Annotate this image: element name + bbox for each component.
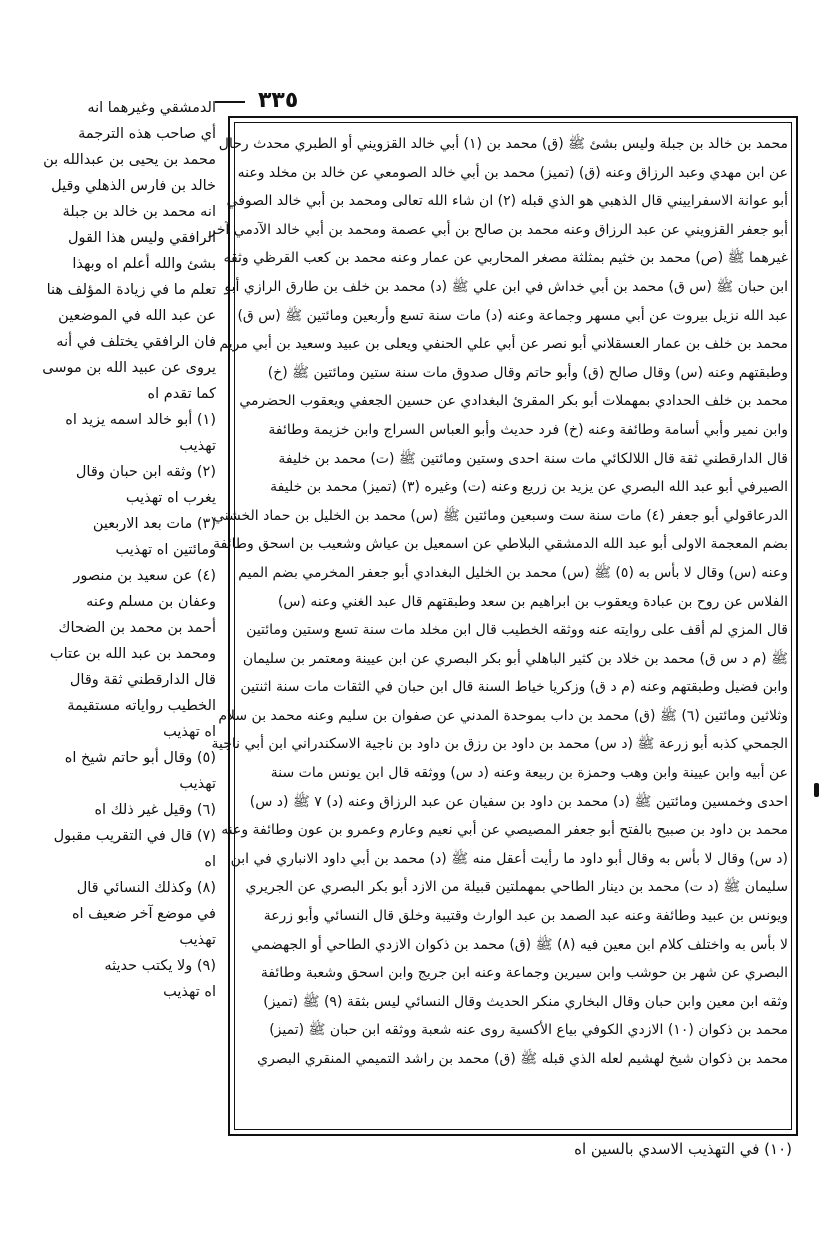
main-text-line: وثلاثين ومائتين (٦) ﷺ (ق) محمد بن داب بموحدة المدني عن صفوان بن سليم وعنه محمد بن سلام [218,707,788,724]
main-text-line: ويونس بن عبيد وطائفة وعنه عبد الصمد بن عبد الوارث وقتيبة وخلق قال النسائي وأبو زرعة [263,908,788,925]
margin-note-line: اه [204,854,216,870]
margin-note-line: تعلم ما في زيادة المؤلف هنا [46,282,216,298]
main-text-line: لا بأس به واختلف كلام ابن معين فيه (٨) ﷺ (ق) محمد بن ذكوان الازدي الطاحي أو الجهضمي [251,936,788,953]
margin-note-line: يغرب اه تهذيب [125,490,216,506]
main-text-line: وابن فضيل وطبقتهم وعنه (م د ق) وزكريا خياط السنة قال ابن حبان في الثقات مات سنة اثنتين [240,679,788,696]
main-text-line: عن ابن مهدي وعبد الرزاق وعنه (ق) (تميز) محمد بن أبي خالد الصومعي عن خالد بن مخلد وعنه [237,164,788,181]
main-text-line: الفلاس عن روح بن عبادة ويعقوب بن ابراهيم بن سعد وطبقتهم قال عبد الغني وعنه (س) [277,593,788,610]
main-text-line: عبد الله نزيل بيروت عن أبي مسهر وجماعة وعنه (د) مات سنة تسع وأربعين ومائتين ﷺ (س ق) [237,307,788,324]
margin-note-line: ومائتين اه تهذيب [115,542,216,558]
main-text-line: محمد بن خالد بن جبلة وليس بشئ ﷺ (ق) محمد بن (١) أبي خالد القزويني أو الطبري محدث رحال [218,136,788,152]
main-text-line: محمد بن ذكوان (١٠) الازدي الكوفي بياع الأكسية روى عنه شعبة ووثقه ابن حبان ﷺ (تميز) [269,1022,788,1039]
footnote: (١٠) في التهذيب الاسدي بالسين اه [574,1140,792,1158]
margin-ink-mark [814,783,819,797]
margin-note-line: الدمشقي وغيرهما انه [87,100,216,116]
margin-note-line: أحمد بن محمد بن الضحاك [58,620,216,636]
margin-note-line: يروى عن عبيد الله بن موسى [42,360,216,376]
main-text-line: الدرعاقولي أبو جعفر (٤) مات سنة ست وسبعين ومائتين ﷺ (س) محمد بن الخليل بن حماد الخشني [213,507,788,524]
main-text-line: قال المزي لم أقف على روايته عنه ووثقه الخطيب قال ابن مخلد مات سنة تسع وستين ومائتين [246,622,788,639]
main-text-line: البصري عن شهر بن حوشب وابن سيرين وجماعة وعنه ابن جريج وابن اسحق وشعبة وطائفة [260,965,788,982]
main-text-line: محمد بن خلف الحدادي بمهملات أبو بكر المقرئ البغدادي عن حسين الجعفي ويعقوب الحضرمي [239,393,788,410]
margin-note-line: وعفان بن مسلم وعنه [86,594,216,610]
margin-note-line: اه تهذيب [163,724,216,740]
main-text-line: وابن نمير وأبي أسامة وطائفة وعنه (خ) فرد حديث وأبو العباس السراج وابن خزيمة وطائفة [268,421,788,438]
main-text-line: الجمحي كذبه أبو زرعة ﷺ (د س) محمد بن داود بن رزق بن داود بن ناجية الاسكندراني ابن أبي ناجية [211,736,788,753]
main-text-line: وطبقتهم وعنه (س) وقال صالح (ق) وأبو حاتم وقال صدوق مات سنة ستين ومائتين ﷺ (خ) [267,364,788,381]
margin-note-line: عن عبد الله في الموضعين [58,308,216,324]
main-text-line: ابن حبان ﷺ (س ق) محمد بن أبي خداش في ابن علي ﷺ (د) محمد بن خلف بن طارق الرازي أبو [224,278,788,295]
main-text-line: غيرهما ﷺ (ص) محمد بن خثيم بمثلثة مصغر المحاربي عن عمار وعنه محمد بن كعب القرظي وثقه [223,250,788,267]
margin-note-line: اه تهذيب [163,984,216,1000]
margin-note-line: كما تقدم اه [147,386,216,402]
margin-notes [42,95,216,1005]
main-text-line: سليمان ﷺ (د ت) محمد بن دينار الطاحي بمهملتين قبيلة من الازد أبو بكر البصري عن الجريري [245,879,788,896]
margin-note-line: (٤) عن سعيد بن منصور [73,568,216,584]
margin-note-line: تهذيب [179,438,216,454]
margin-note-line: أي صاحب هذه الترجمة [78,126,216,142]
margin-note-line: (٢) وثقه ابن حبان وقال [75,464,216,480]
main-text-line: محمد بن ذكوان شيخ لهشيم لعله الذي قبله ﷺ (ق) محمد بن راشد التميمي المنقري البصري [257,1051,788,1067]
margin-note-line: الخطيب رواياته مستقيمة [67,698,216,714]
main-text-line: أبو عوانة الاسفراييني قال الذهبي هو الذي قبله (٢) ان شاء الله تعالى ومحمد بن أبي خالد الصوفي [226,193,788,210]
margin-note-line: تهذيب [179,776,216,792]
page-number: ٣٣٥ [258,88,299,113]
main-text-line: محمد بن خلف بن عمار العسقلاني أبو نصر عن أبي علي الحنفي ويعلى بن عبيد وسعيد بن أبي مريم [219,336,788,353]
main-text-line: احدى وخمسين ومائتين ﷺ (د) محمد بن داود بن سفيان عن عبد الرزاق وعنه (د) ٧ ﷺ (د س) [249,793,788,810]
main-text-line: أبو جعفر القزويني عن عبد الرزاق وعنه محمد بن صالح بن أبي عصمة ومحمد بن أبي خالد الآدمي آخر [209,221,788,238]
margin-note-line: (٨) وكذلك النسائي قال [76,880,216,896]
margin-note-line: انه محمد بن خالد بن جبلة [62,204,216,220]
margin-note-line: قال الدارقطني ثقة وقال [69,672,216,688]
margin-note-line: تهذيب [179,932,216,948]
margin-note-line: فان الرافقي يختلف في أنه [56,334,216,350]
margin-note-line: في موضع آخر ضعيف اه [71,906,216,922]
main-text-line: بضم المعجمة الاولى أبو عبد الله الدمشقي البلاطي عن اسمعيل بن عياش وشعيب بن اسحق وطائفة [213,536,788,553]
margin-note-line: (٦) وقيل غير ذلك اه [94,802,216,818]
main-text-block [209,130,788,1074]
margin-note-line: الرافقي وليس هذا القول [67,230,216,246]
main-text-line: قال الدارقطني ثقة قال اللالكائي مات سنة احدى وستين ومائتين ﷺ (ت) محمد بن خليفة [278,450,788,467]
margin-note-line: بشئ والله أعلم اه وبهذا [72,256,216,272]
margin-note-line: محمد بن يحيى بن عبدالله بن [43,152,216,168]
main-text-line: وعنه (س) وقال لا بأس به (٥) ﷺ (س) محمد بن الخليل البغدادي أبو جعفر المخرمي بضم الميم [238,564,788,581]
main-text-line: ﷺ (م د س ق) محمد بن خلاد بن كثير الباهلي أبو بكر البصري عن ابن عيينة ومعتمر بن سليمان [242,650,788,667]
main-text-line: (د س) وقال لا بأس به وقال أبو داود ما رأيت أعقل منه ﷺ (د) محمد بن أبي داود الانباري في ابن [230,850,788,867]
main-text-line: محمد بن داود بن صبيح بالفتح أبو جعفر المصيصي عن أبي نعيم وعارم وعمرو بن عون وطائفة وعنه [221,822,788,839]
main-text-line: وثقه ابن معين وابن حبان وقال البخاري منكر الحديث وقال النسائي ليس بثقة (٩) ﷺ (تميز) [263,993,788,1010]
margin-note-line: (٥) وقال أبو حاتم شيخ اه [64,750,216,766]
margin-note-line: (١) أبو خالد اسمه يزيد اه [65,412,216,428]
header-rule [215,101,245,103]
margin-note-line: (٩) ولا يكتب حديثه [104,958,216,974]
margin-note-line: خالد بن فارس الذهلي وقيل [51,178,216,194]
main-text-line: الصيرفي أبو عبد الله البصري عن يزيد بن زريع وعنه (ت) وغيره (٣) (تميز) محمد بن خليفة [270,479,788,496]
margin-note-line: ومحمد بن عبد الله بن عتاب [49,646,216,662]
margin-note-line: (٧) قال في التقريب مقبول [53,828,216,844]
margin-note-line: (٣) مات بعد الاربعين [92,516,216,532]
main-text-line: عن أبيه وابن عيينة وابن وهب وحمزة بن ربيعة وعنه (د س) ووثقه قال ابن يونس مات سنة [270,765,788,782]
